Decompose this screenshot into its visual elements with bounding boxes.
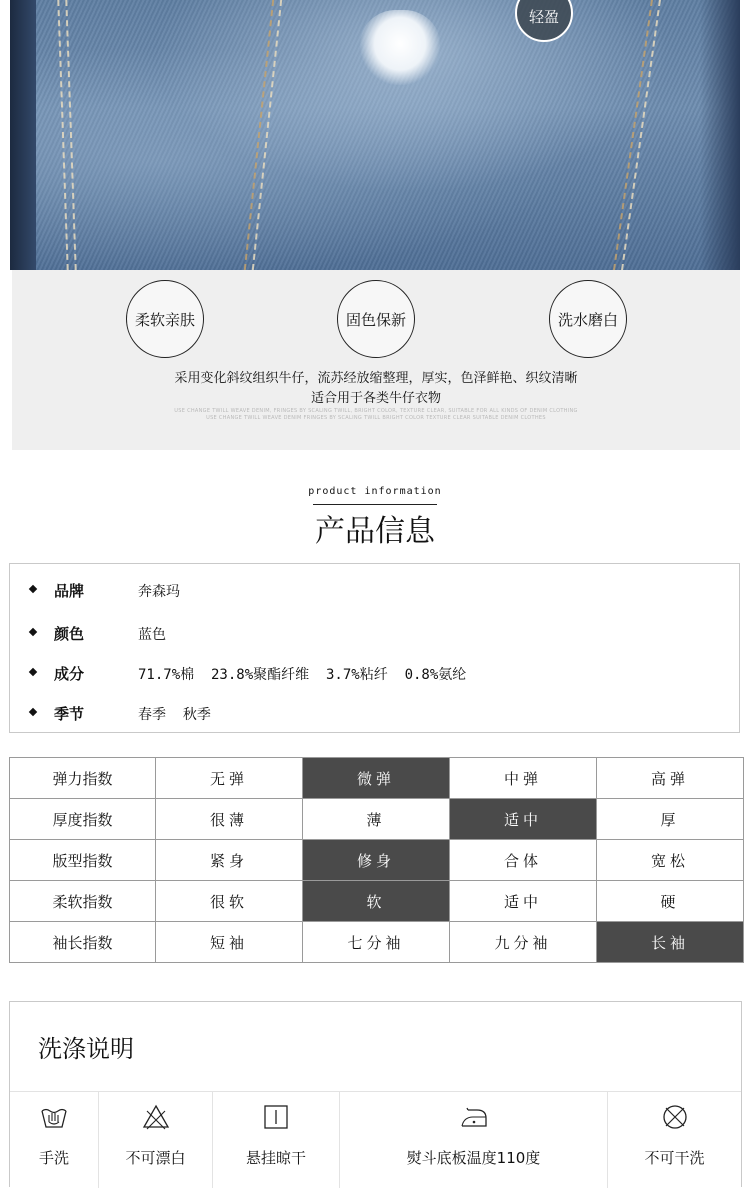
index-row — [10, 840, 744, 881]
index-option: 七分袖 — [303, 922, 450, 963]
seam-stitch — [621, 0, 661, 270]
wash-label: 熨斗底板温度110度 — [406, 1149, 541, 1167]
denim-photo — [10, 0, 740, 270]
product-info-box — [9, 563, 740, 733]
section-title: 产品信息 — [315, 514, 435, 549]
wash-item — [608, 1092, 741, 1188]
index-label: 弹力指数 — [10, 758, 156, 799]
index-option: 高弹 — [597, 758, 744, 799]
wash-label: 手洗 — [38, 1149, 69, 1167]
feature-band — [12, 270, 740, 450]
index-row — [10, 881, 744, 922]
wash-item — [213, 1092, 340, 1188]
index-label: 厚度指数 — [10, 799, 156, 840]
index-label: 版型指数 — [10, 840, 156, 881]
index-label: 袖长指数 — [10, 922, 156, 963]
index-option: 宽松 — [597, 840, 744, 881]
index-table-body — [10, 758, 744, 963]
wash-item — [99, 1092, 213, 1188]
wash-label: 不可干洗 — [644, 1149, 705, 1167]
info-value: 71.7%棉 23.8%聚酯纤维 3.7%粘纤 0.8%氨纶 — [138, 667, 467, 683]
index-option: 厚 — [597, 799, 744, 840]
info-row-composition — [10, 663, 741, 687]
bullet-icon — [29, 708, 37, 716]
index-row — [10, 758, 744, 799]
wash-item — [10, 1092, 99, 1188]
iron-icon — [459, 1102, 489, 1132]
index-option-selected: 微弹 — [303, 758, 450, 799]
index-row — [10, 799, 744, 840]
wash-instructions — [9, 1001, 742, 1187]
index-option: 九分袖 — [450, 922, 597, 963]
index-option: 紧身 — [156, 840, 303, 881]
info-value: 春季 秋季 — [138, 707, 211, 723]
index-option: 适中 — [450, 881, 597, 922]
index-option: 薄 — [303, 799, 450, 840]
seam-stitch — [244, 0, 274, 270]
index-option: 很薄 — [156, 799, 303, 840]
index-option: 合体 — [450, 840, 597, 881]
index-option-selected: 长袖 — [597, 922, 744, 963]
feature-circle-soft: 柔软亲肤 — [126, 280, 204, 358]
info-row-brand — [10, 580, 741, 604]
hang-dry-icon — [261, 1102, 291, 1132]
no-dry-clean-icon — [660, 1102, 690, 1132]
index-option: 无弹 — [156, 758, 303, 799]
index-option-selected: 修身 — [303, 840, 450, 881]
no-bleach-icon — [141, 1102, 171, 1132]
index-option-selected: 适中 — [450, 799, 597, 840]
info-row-season — [10, 703, 741, 727]
bullet-icon — [29, 628, 37, 636]
seam-stitch — [613, 0, 653, 270]
photo-shadow-left — [10, 0, 36, 270]
info-key: 品牌 — [54, 582, 85, 600]
index-option: 硬 — [597, 881, 744, 922]
title-divider — [313, 504, 437, 505]
info-key: 季节 — [54, 705, 85, 723]
feature-circle-washed: 洗水磨白 — [549, 280, 627, 358]
index-table — [9, 757, 744, 963]
index-option: 短袖 — [156, 922, 303, 963]
info-key: 颜色 — [54, 625, 85, 643]
bullet-icon — [29, 668, 37, 676]
info-value: 蓝色 — [138, 627, 166, 643]
wash-label: 悬挂晾干 — [245, 1149, 306, 1167]
feature-description: 采用变化斜纹组织牛仔，流苏经放缩整理，厚实，色泽鲜艳、织纹清晰 — [174, 371, 578, 386]
wash-label: 不可漂白 — [125, 1149, 186, 1167]
index-option-selected: 软 — [303, 881, 450, 922]
index-option: 中弹 — [450, 758, 597, 799]
wash-item — [340, 1092, 608, 1188]
index-row — [10, 922, 744, 963]
feature-description-2: 适合用于各类牛仔衣物 — [310, 391, 441, 406]
info-key: 成分 — [54, 665, 85, 683]
bullet-icon — [29, 585, 37, 593]
info-row-color — [10, 623, 741, 647]
photo-shadow-right — [700, 0, 740, 270]
feature-fine-print-2: USE CHANGE TWILL WEAVE DENIM FRINGES BY SCALING TWILL BRIGHT COLOR TEXTURE CLEAR SUITABLE DENIM CLOTHES — [206, 415, 546, 421]
index-label: 柔软指数 — [10, 881, 156, 922]
section-title-en: product information — [308, 486, 442, 497]
feature-fine-print: USE CHANGE TWILL WEAVE DENIM, FRINGES BY SCALING TWILL, BRIGHT COLOR, TEXTURE CLEAR, SUITABLE FOR ALL KINDS OF DENIM CLOTHING — [174, 408, 578, 414]
feature-circle-colorfast: 固色保新 — [337, 280, 415, 358]
wash-title: 洗涤说明 — [38, 1035, 134, 1063]
info-value: 奔森玛 — [138, 584, 180, 600]
lightweight-badge: 轻盈 — [515, 0, 573, 42]
hand-wash-icon — [39, 1102, 69, 1132]
index-option: 很软 — [156, 881, 303, 922]
distressed-patch — [360, 10, 440, 85]
wash-icons-row — [10, 1091, 741, 1188]
